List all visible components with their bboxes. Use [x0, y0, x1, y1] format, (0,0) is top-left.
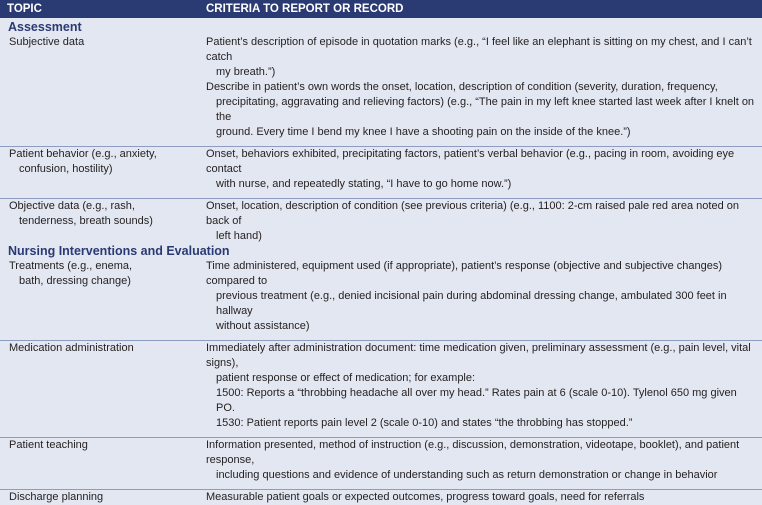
row-patient-teaching: [0, 437, 762, 489]
criteria-line: ground. Every time I bend my knee I have a shooting pain on the inside of the knee.”): [216, 126, 631, 138]
topic-line: confusion, hostility): [19, 163, 113, 175]
criteria-header: CRITERIA TO REPORT OR RECORD: [206, 3, 404, 15]
criteria-line: Describe in patient’s own words the onset, location, description of condition (severity, duration, frequency,: [206, 81, 718, 93]
topic-cell: Subjective data: [9, 36, 85, 48]
topic-cell: [0, 147, 195, 198]
criteria-line: patient response or effect of medication; for example:: [216, 372, 476, 384]
criteria-line: with nurse, and repeatedly stating, “I have to go home now.”): [216, 178, 512, 190]
section-assessment: Assessment: [0, 18, 762, 35]
topic-line: Objective data (e.g., rash,: [9, 200, 135, 212]
criteria-line: Measurable patient goals or expected outcomes, progress toward goals, need for referrals: [206, 491, 645, 503]
row-objective-data: [0, 198, 762, 244]
criteria-line: without assistance): [216, 320, 310, 332]
section-nursing-interventions: Nursing Interventions and Evaluation: [8, 244, 230, 258]
topic-cell: [0, 199, 195, 244]
table-header: [0, 0, 762, 18]
criteria-line: Information presented, method of instruction (e.g., discussion, demonstration, videotape, booklet), and patient response,: [206, 439, 740, 466]
row-medication-administration: [0, 340, 762, 437]
criteria-cell: [195, 147, 762, 198]
topic-header: TOPIC: [7, 3, 42, 15]
criteria-line: Onset, behaviors exhibited, precipitating factors, patient’s verbal behavior (e.g., pacing in room, avoiding eye contact: [206, 148, 735, 175]
topic-cell: Medication administration: [9, 342, 134, 354]
criteria-line: including questions and evidence of understanding such as return demonstration or change in behavior: [216, 469, 718, 481]
criteria-line: 1530: Patient reports pain level 2 (scale 0-10) and states “the throbbing has stopped.”: [216, 417, 633, 429]
criteria-line: Time administered, equipment used (if appropriate), patient’s response (objective and subjective changes) compared to: [206, 260, 723, 287]
criteria-cell: [195, 490, 762, 505]
criteria-line: left hand): [216, 230, 262, 242]
row-patient-behavior: [0, 146, 762, 198]
criteria-cell: [195, 259, 762, 340]
criteria-cell: [195, 199, 762, 244]
topic-cell: Patient teaching: [9, 439, 88, 451]
topic-line: tenderness, breath sounds): [19, 215, 153, 227]
criteria-line: 1500: Reports a “throbbing headache all over my head.” Rates pain at 6 (scale 0-10). Tylenol 650 mg given PO.: [216, 387, 737, 414]
row-discharge-planning: [0, 489, 762, 505]
criteria-line: my breath.”): [216, 66, 276, 78]
criteria-cell: [195, 35, 762, 146]
topic-cell: [0, 259, 195, 340]
topic-cell: Discharge planning: [9, 491, 104, 503]
criteria-line: Patient’s description of episode in quotation marks (e.g., “I feel like an elephant is sitting on my chest, and I can’t catch: [206, 36, 752, 63]
row-treatments: [0, 259, 762, 340]
criteria-line: Immediately after administration document: time medication given, preliminary assessment (e.g., pain level, vital signs),: [206, 342, 751, 369]
topic-line: Patient behavior (e.g., anxiety,: [9, 148, 157, 160]
criteria-cell: [195, 438, 762, 489]
criteria-cell: [195, 341, 762, 437]
topic-line: bath, dressing change): [19, 275, 131, 287]
criteria-line: Onset, location, description of condition (see previous criteria) (e.g., 1100: 2-cm raised pale red area noted on back of: [206, 200, 739, 227]
row-subjective-data: [0, 35, 762, 146]
criteria-line: precipitating, aggravating and relieving factors) (e.g., “The pain in my left knee started last week after I knelt on the: [216, 96, 755, 123]
topic-line: Treatments (e.g., enema,: [9, 260, 133, 272]
criteria-line: previous treatment (e.g., denied incisional pain during abdominal dressing change, ambulated 300 feet in hallway: [216, 290, 727, 317]
